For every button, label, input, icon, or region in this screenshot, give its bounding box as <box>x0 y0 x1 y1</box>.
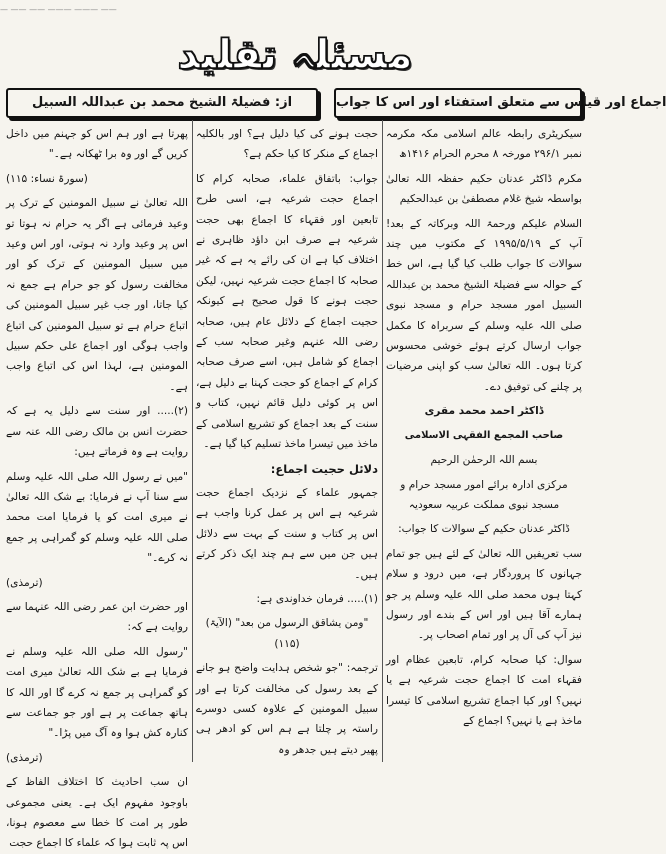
column-left <box>6 124 188 850</box>
letter-body: السلام علیکم ورحمۃ اللہ وبرکاتہ کے بعد! آپ کے ۱۹۹۵/۵/۱۹ کے مکتوب میں چند سوالات کا جواب طلب کیا گیا ہے، اس خط کے حوالہ سے فضیلۃ الشیخ محمد بن عبداللہ السبیل امور مسجد حرام و مسجد نبوی صلی اللہ علیہ وسلم کے سربراہ کا مکمل جواب ارسال کرتے ہوئے خوشی محسوس کرتا ہوں۔ اللہ تعالیٰ سب کو اپنی مرضیات پر چلنے کی توفیق دے۔ <box>386 217 582 393</box>
verse-reference: (۱۱۵) <box>274 637 300 650</box>
verse-translation: ترجمہ: "جو شخص ہدایت واضح ہو جانے کے بعد رسول کی مخالفت کرتا ہے اور سبیل المومنین کے علاوہ کسی دوسرے راستہ پر چلتا ہے ہم اس کو ادھر ہی پھیر دیتے ہیں جدھر وہ <box>196 662 378 756</box>
answer-paragraph: جواب: باتفاق علماء، صحابہ کرام کا اجماع حجت شرعیہ ہے، اسی طرح تابعین اور فقہاء کا اجماع بھی حجت شرعیہ ہے صرف ابن داؤد ظاہری نے اختلاف کیا ہے ان کی رائے یہ ہے کہ غیر صحابہ کا اجماع حجت شرعیہ نہیں، لیکن حجت ہونے کا قول صحیح ہے کیونکہ حجیت اجماع کے دلائل عام ہیں، صحابہ رضی اللہ عنہم وغیر صحابہ سب کے اجماع کو شامل ہیں، اسے صرف صحابہ کرام کے اجماع کو حجت کہنا بے دلیل ہے، اس پر کوئی دلیل قائم نہیں، کتاب و سنت کے بعد اجماع کو تشریع اسلامی کے ماخذ میں تیسرا ماخذ تسلیم کیا گیا ہے۔ <box>196 172 378 451</box>
letter-signature: ڈاکٹر احمد محمد مقری <box>424 405 544 418</box>
organization-name: صاحب المجمع الفقہی الاسلامی <box>404 429 564 441</box>
translation-continuation: پھرتا ہے اور ہم اس کو جہنم میں داخل کریں گے اور وہ برا ٹھکانہ ہے۔" <box>6 128 188 161</box>
hadith-quote: "رسول اللہ صلی اللہ علیہ وسلم نے فرمایا ہے بے شک اللہ تعالیٰ میری امت کو گمراہی پر جمع نہ کرے گا اور اللہ کا ہاتھ جماعت پر ہے اور جو جماعت سے کنارہ کش ہوا وہ آگ میں پڑا۔" <box>6 645 188 740</box>
hadith-reference: (ترمذی) <box>6 751 43 764</box>
top-edge-text: — —— —— ——— ——— —— <box>0 5 117 14</box>
proofs-intro: جمہور علماء کے نزدیک اجماع حجت شرعیہ ہے اس پر عمل کرنا واجب ہے اس پر کتاب و سنت کے بہت سے دلائل ہیں جن میں سے ہم چند ایک ذکر کرتے ہیں۔ <box>196 486 378 581</box>
hadith-quote: "میں نے رسول اللہ صلی اللہ علیہ وسلم سے سنا آپ نے فرمایا: بے شک اللہ تعالیٰ نے میری امت کو یا فرمایا امت محمد صلی اللہ علیہ وسلم کو گمراہی پر جمع نہ کرے۔" <box>6 470 188 565</box>
praise-paragraph: سب تعریفیں اللہ تعالیٰ کے لئے ہیں جو تمام جہانوں کا پروردگار ہے، میں درود و سلام کہتا ہوں محمد صلی اللہ علیہ وسلم پر جو ہمارے آقا ہیں اور اس کے بندے اور رسول نیز آپ کی آل پر اور تمام اصحاب پر۔ <box>386 547 582 642</box>
author-banner: از: فضیلۃ الشیخ محمد بن عبداللہ السبیل <box>6 88 318 118</box>
quran-verse <box>196 613 378 654</box>
letter-reference: سیکریٹری رابطہ عالم اسلامی مکہ مکرمہ نمبر ۲۹۶/۱ مورخہ ۸ محرم الحرام ۱۴۱۶ھ <box>386 128 582 161</box>
proof-label: (۱)..... فرمان خداوندی ہے: <box>256 592 378 605</box>
answer-title: ڈاکٹر عدنان حکیم کے سوالات کا جواب: <box>398 523 570 536</box>
question-paragraph: سوال: کیا صحابہ کرام، تابعین عظام اور فقہاء امت کا اجماع حجت شرعیہ ہے یا نہیں؟ اور کیا اجماع تشریع اسلامی کا تیسرا ماخذ ہے یا نہیں؟ اجماع کے <box>386 653 582 727</box>
surah-reference: (سورۃ نساء: ۱۱۵) <box>6 172 88 185</box>
hadith-reference: (ترمذی) <box>6 576 43 589</box>
section-heading: دلائل حجیت اجماع: <box>270 461 378 476</box>
column-right <box>386 124 582 764</box>
closing-paragraph: ان سب احادیث کا اختلاف الفاظ کے باوجود مفہوم ایک ہے۔ یعنی مجموعی طور پر امت کا خطا سے معصوم ہونا، اس پہ ثابت ہوا کہ علماء کا اجماع حجت <box>6 776 188 850</box>
explanation-paragraph: اللہ تعالیٰ نے سبیل المومنین کے ترک پر وعید فرمائی ہے اگر یہ حرام نہ ہوتا تو اس پر وعید وارد نہ ہوتی، اور اس وعید میں سبیل المومنین کے ترک کو اور مخالفت رسول کو جو حرام ہے جمع نہ کیا جاتا، اور جب غیر سبیل المومنین کی اتباع حرام ہے تو سبیل المومنین کی اتباع واجب ہوگی اور اجماع علی حکم سبیل المومنین ہے، لہذا اس کی اتباع واجب ہے۔ <box>6 197 188 393</box>
hadith-intro: اور حضرت ابن عمر رضی اللہ عنہما سے روایت ہے کہ: <box>6 600 188 634</box>
sunnah-proof: (۲)..... اور سنت سے دلیل یہ ہے کہ حضرت انس بن مالک رضی اللہ عنہ سے روایت ہے وہ فرماتے ہیں: <box>6 405 188 459</box>
column-divider <box>382 120 383 762</box>
section-banner-fatwa: اجماع اور قیاس سے متعلق استفتاء اور اس کا جواب <box>334 88 582 118</box>
letter-salutation: مکرم ڈاکٹر عدنان حکیم حفظہ اللہ تعالیٰ بواسطہ شیخ غلام مصطفیٰ بن عبدالحکیم <box>386 172 582 206</box>
column-middle <box>196 124 378 764</box>
verse-text: "ومن یشاقق الرسول من بعد" (الآیۃ) <box>205 617 369 630</box>
page-title: مسئلہ تقلید <box>177 32 413 78</box>
question-continuation: حجت ہونے کی کیا دلیل ہے؟ اور بالکلیہ اجماع کے منکر کا کیا حکم ہے؟ <box>196 128 378 161</box>
presidency-name: مرکزی ادارہ برائے امور مسجد حرام و مسجد نبوی مملکت عربیہ سعودیہ <box>400 478 568 511</box>
bismillah: بسم اللہ الرحمٰن الرحیم <box>430 454 538 467</box>
column-divider <box>192 120 193 762</box>
